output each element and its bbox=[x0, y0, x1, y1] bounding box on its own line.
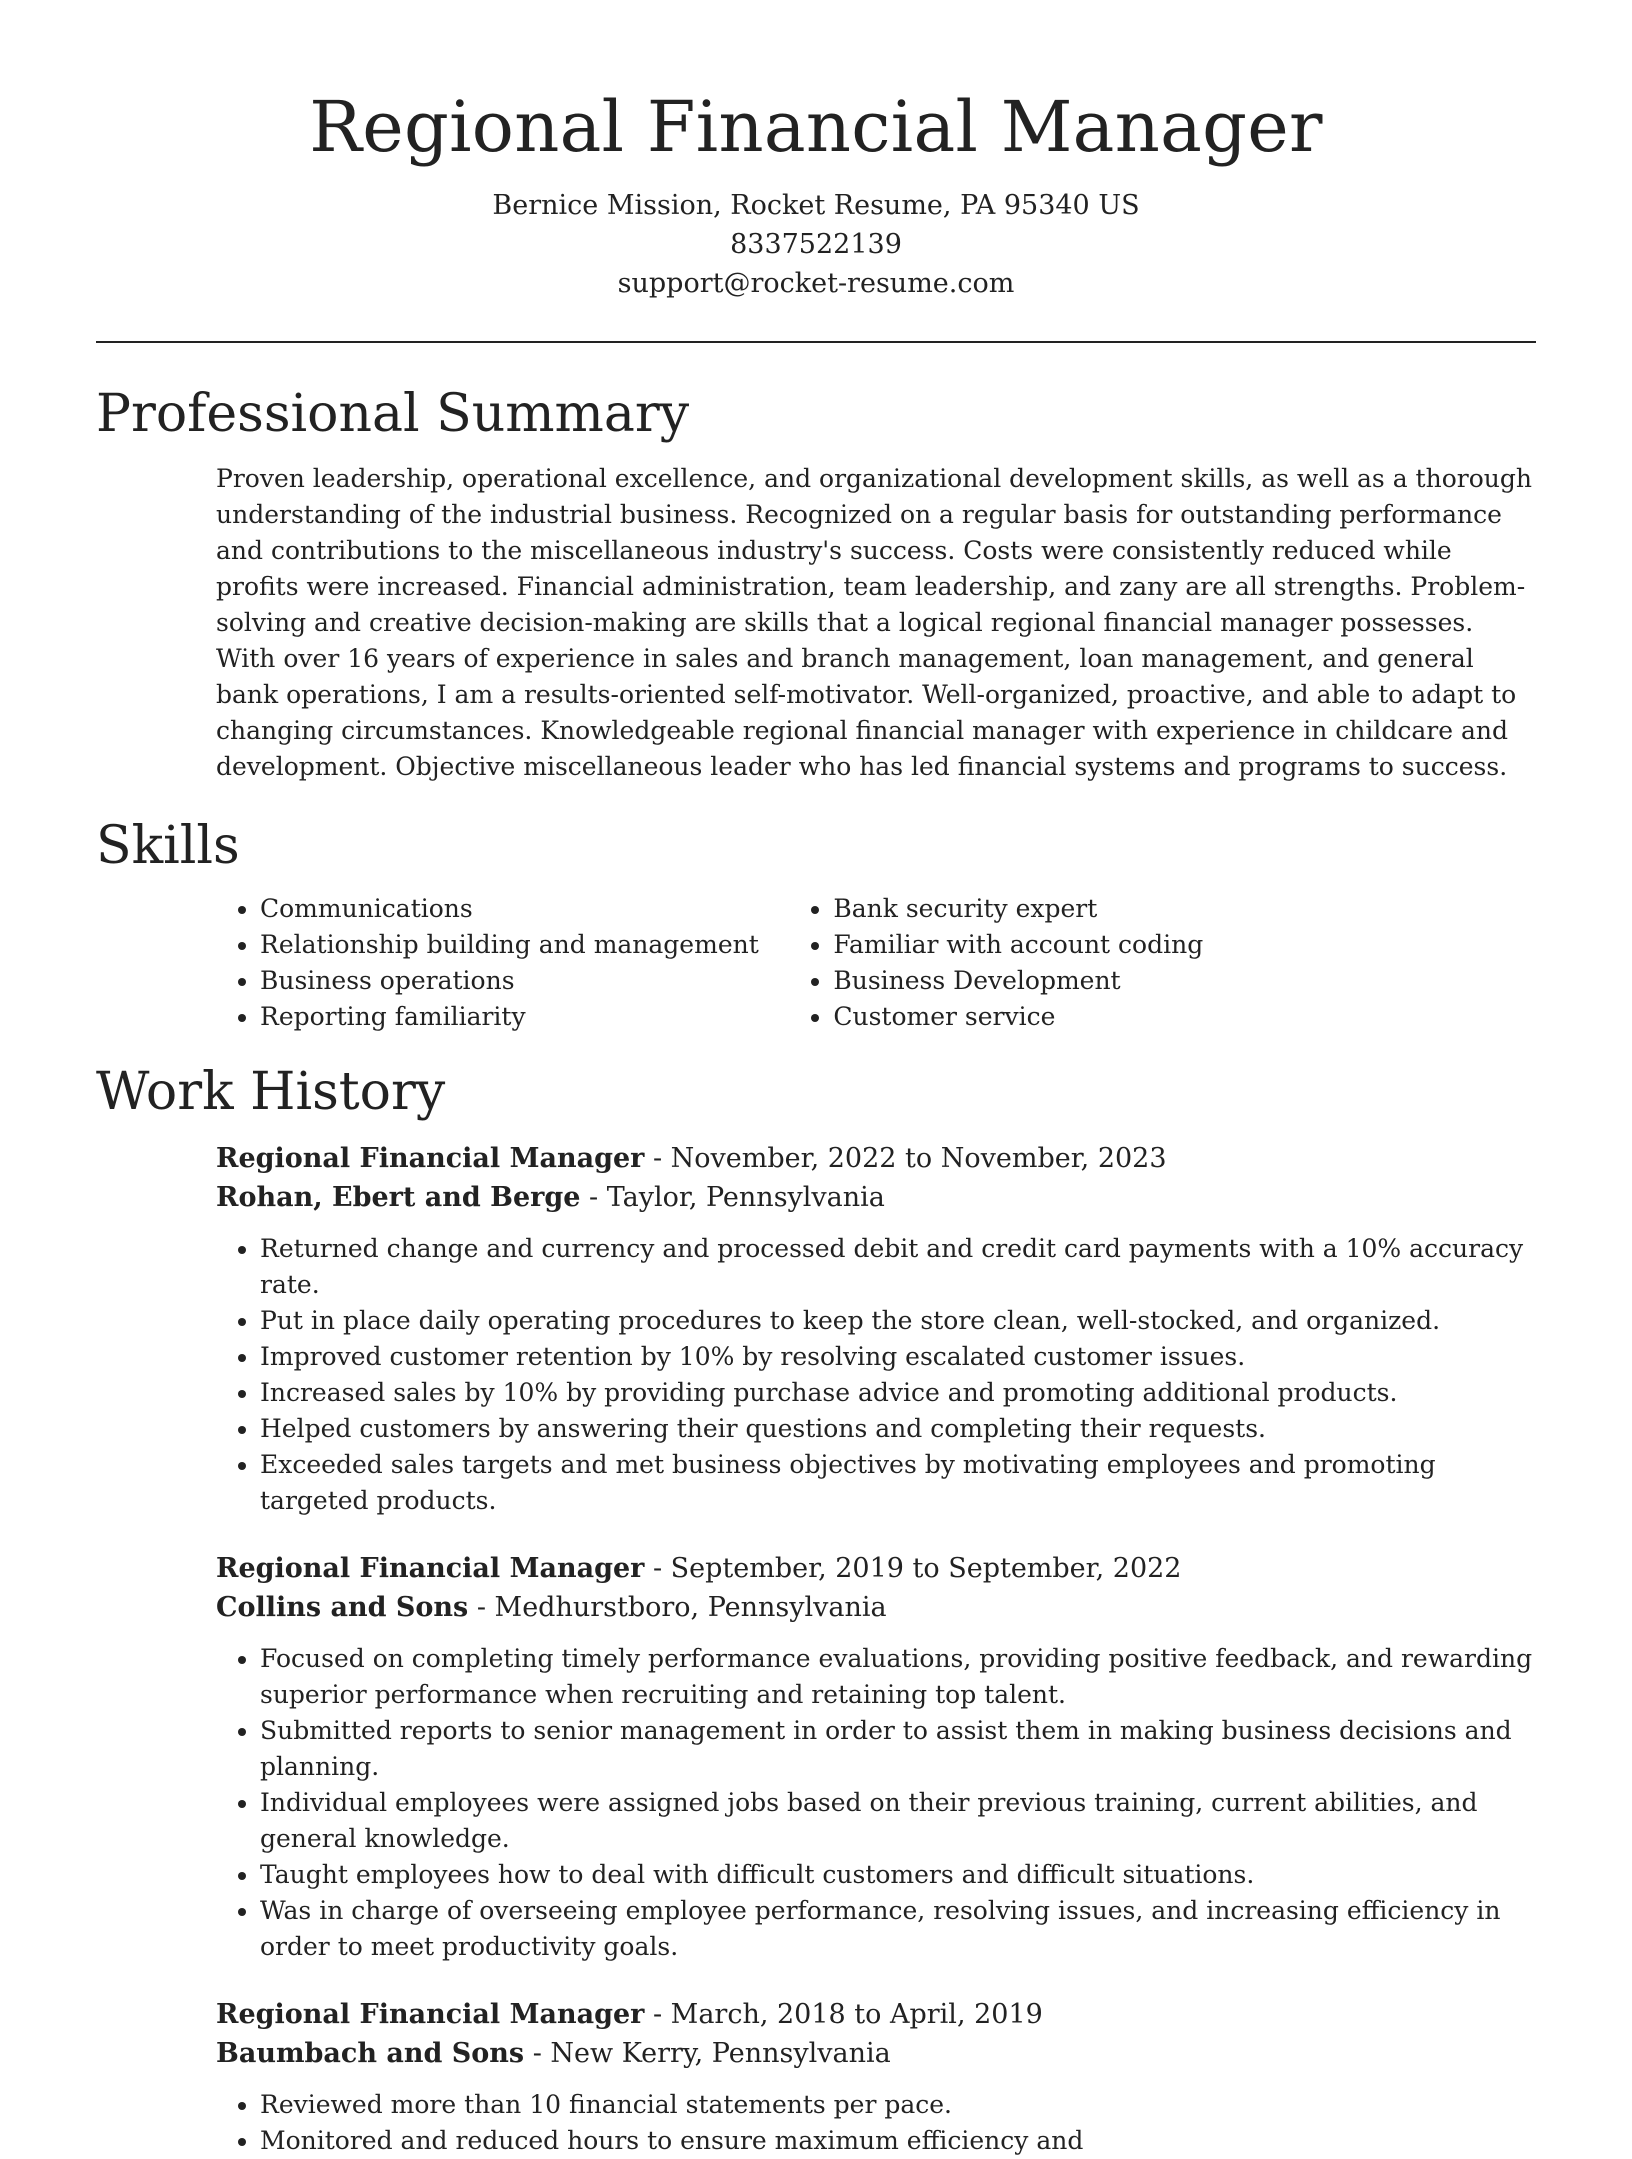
job-bullet: • Focused on completing timely performance evaluations, providing positive feedback, and rewarding superior performance when recruiting and retaining top talent. bbox=[260, 1641, 1536, 1713]
job-title-line bbox=[216, 1995, 1536, 2034]
skills-heading: Skills bbox=[96, 816, 240, 876]
work-history-section bbox=[96, 1057, 1536, 2159]
job-bullet: • Helped customers by answering their questions and completing their requests. bbox=[260, 1411, 1536, 1447]
job-bullet: • Returned change and currency and processed debit and credit card payments with a 10% accuracy rate. bbox=[260, 1231, 1536, 1303]
job-company-line bbox=[216, 1588, 1536, 1627]
job-bullet: • Exceeded sales targets and met business objectives by motivating employees and promoting targeted products. bbox=[260, 1447, 1536, 1519]
separator: - bbox=[644, 1143, 671, 1174]
skill-item: • Reporting familiarity bbox=[260, 999, 789, 1035]
phone-text: 8337522139 bbox=[730, 229, 902, 260]
summary-section bbox=[96, 379, 1536, 785]
email-link[interactable]: support@rocket-resume.com bbox=[617, 268, 1015, 299]
skill-item: • Familiar with account coding bbox=[833, 927, 1536, 963]
job-role: Regional Financial Manager bbox=[216, 1143, 645, 1174]
job-bullet: • Put in place daily operating procedures to keep the store clean, well-stocked, and organized. bbox=[260, 1303, 1536, 1339]
skill-item: • Business Development bbox=[833, 963, 1536, 999]
job-entry bbox=[216, 1549, 1536, 1965]
job-company-line bbox=[216, 1178, 1536, 1217]
job-bullet: • Taught employees how to deal with difficult customers and difficult situations. bbox=[260, 1857, 1536, 1893]
job-role: Regional Financial Manager bbox=[216, 1999, 645, 2030]
skill-item: • Relationship building and management bbox=[260, 927, 789, 963]
job-title-line bbox=[216, 1139, 1536, 1178]
job-bullet: • Submitted reports to senior management in order to assist them in making business decisions and planning. bbox=[260, 1713, 1536, 1785]
job-bullet: • Monitored and reduced hours to ensure maximum efficiency and bbox=[260, 2123, 1536, 2159]
job-location: Medhurstboro, Pennsylvania bbox=[494, 1592, 887, 1623]
contact-block bbox=[0, 186, 1632, 303]
separator: - bbox=[644, 1999, 671, 2030]
skill-item: • Bank security expert bbox=[833, 891, 1536, 927]
skills-section bbox=[96, 811, 1536, 1035]
separator: - bbox=[524, 2038, 551, 2069]
job-dates: November, 2022 to November, 2023 bbox=[670, 1143, 1167, 1174]
job-bullets bbox=[216, 2087, 1536, 2159]
skill-item: • Business operations bbox=[260, 963, 789, 999]
job-bullet: • Was in charge of overseeing employee performance, resolving issues, and increasing efficiency in order to meet productivity goals. bbox=[260, 1893, 1536, 1965]
summary-heading: Professional Summary bbox=[96, 384, 690, 444]
job-company: Rohan, Ebert and Berge bbox=[216, 1182, 581, 1213]
job-role: Regional Financial Manager bbox=[216, 1553, 645, 1584]
job-bullet: • Individual employees were assigned jobs based on their previous training, current abilities, and general knowledge. bbox=[260, 1785, 1536, 1857]
separator: - bbox=[468, 1592, 495, 1623]
job-title-line bbox=[216, 1549, 1536, 1588]
skill-item: • Communications bbox=[260, 891, 789, 927]
job-location: Taylor, Pennsylvania bbox=[606, 1182, 885, 1213]
page-title: Regional Financial Manager bbox=[309, 86, 1323, 168]
job-location: New Kerry, Pennsylvania bbox=[550, 2038, 891, 2069]
job-dates: September, 2019 to September, 2022 bbox=[670, 1553, 1182, 1584]
job-bullets bbox=[216, 1231, 1536, 1519]
job-dates: March, 2018 to April, 2019 bbox=[670, 1999, 1043, 2030]
separator: - bbox=[644, 1553, 671, 1584]
address-text: Bernice Mission, Rocket Resume, PA 95340 US bbox=[492, 190, 1140, 221]
header-divider bbox=[96, 341, 1536, 343]
job-company-line bbox=[216, 2034, 1536, 2073]
skill-item: • Customer service bbox=[833, 999, 1536, 1035]
job-entry bbox=[216, 1995, 1536, 2159]
work-history-heading: Work History bbox=[96, 1062, 446, 1122]
skills-list-left bbox=[216, 891, 789, 1035]
skills-columns bbox=[216, 891, 1536, 1035]
job-bullets bbox=[216, 1641, 1536, 1965]
job-bullet: • Improved customer retention by 10% by resolving escalated customer issues. bbox=[260, 1339, 1536, 1375]
summary-text: Proven leadership, operational excellence, and organizational development skills, as well as a thorough understanding of the industrial business. Recognized on a regular basis for outstanding performance and contributions to the miscellaneous industry's success. Costs were consistently reduced while profits were increased. Financial administration, team leadership, and zany are all strengths. Problem-solving and creative decision-making are skills that a logical regional financial manager possesses. With over 16 years of experience in sales and branch management, loan management, and general bank operations, I am a results-oriented self-motivator. Well-organized, proactive, and able to adapt to changing circumstances. Knowledgeable regional financial manager with experience in childcare and development. Objective miscellaneous leader who has led financial systems and programs to success. bbox=[216, 464, 1532, 781]
job-company: Collins and Sons bbox=[216, 1592, 469, 1623]
job-bullet: • Reviewed more than 10 financial statements per pace. bbox=[260, 2087, 1536, 2123]
separator: - bbox=[580, 1182, 607, 1213]
resume-header bbox=[0, 0, 1632, 303]
job-entry bbox=[216, 1139, 1536, 1519]
job-bullet: • Increased sales by 10% by providing purchase advice and promoting additional products. bbox=[260, 1375, 1536, 1411]
job-company: Baumbach and Sons bbox=[216, 2038, 525, 2069]
skills-list-right bbox=[789, 891, 1536, 1035]
